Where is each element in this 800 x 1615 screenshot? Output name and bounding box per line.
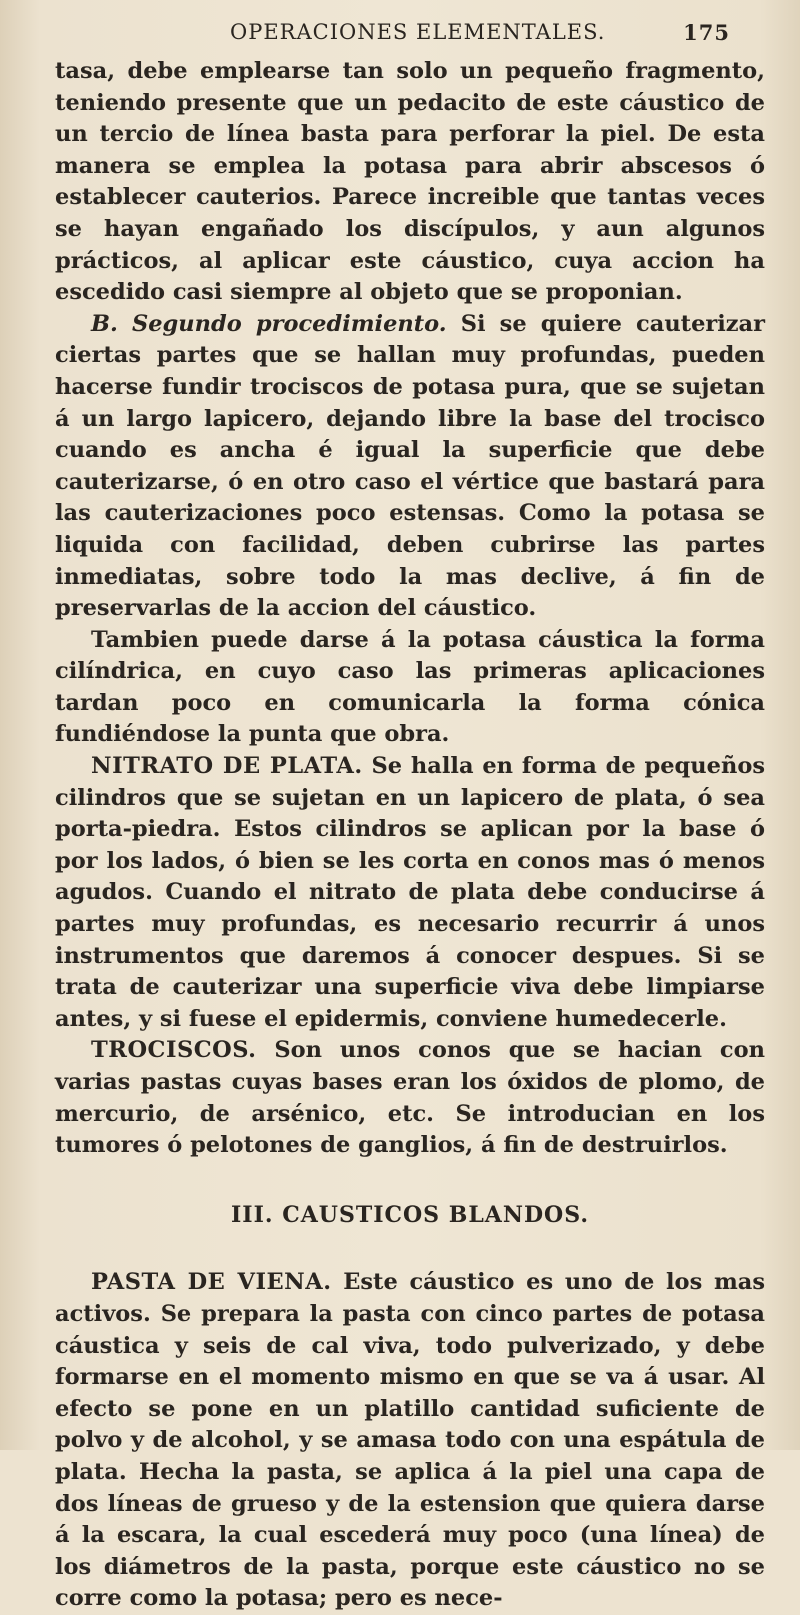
paragraph bbox=[55, 309, 765, 625]
page-header bbox=[230, 20, 730, 48]
paragraph-text: Son unos conos que se hacian con varias pastas cuyas bases eran los óxidos de plomo, de mercurio, de arsénico, etc. Se introducian en los tumores ó pelotones de ganglios, á fin de destruirlos. bbox=[55, 1037, 765, 1159]
body-text bbox=[55, 56, 765, 1615]
paragraph: Tambien puede darse á la potasa cáustica la forma cilíndrica, en cuyo caso las primeras aplicaciones tardan poco en comunicarla la forma cónica fundiéndose la punta que obra. bbox=[55, 626, 765, 748]
paragraph bbox=[55, 1267, 765, 1615]
paragraph-lead: B. Segundo procedimiento. bbox=[91, 310, 447, 337]
paragraph-lead: TROCISCOS. bbox=[91, 1037, 257, 1064]
paragraph-lead: PASTA DE VIENA. bbox=[91, 1269, 332, 1296]
paragraph: tasa, debe emplearse tan solo un pequeño fragmento, teniendo presente que un pedacito de este cáustico de un tercio de línea basta para perforar la piel. De esta manera se emplea la potasa para abrir abscesos ó establecer cauterios. Parece increible que tantas veces se hayan engañado los discípulos, y aun algunos prácticos, al aplicar este cáustico, cuya accion ha escedido casi siempre al objeto que se proponian. bbox=[55, 58, 765, 306]
paragraph-text: Este cáustico es uno de los mas activos. Se prepara la pasta con cinco partes de potasa cáustica y seis de cal viva, todo pulverizado, y debe formarse en el momento mismo en que se va á usar. Al efecto se pone en un platillo cantidad suficiente de polvo y de alcohol, y se amasa todo con una espátula de plata. Hecha la pasta, se aplica á la piel una capa de dos líneas de grueso y de la estension que quiera darse á la escara, la cual escederá muy poco (una línea) de los diámetros de la pasta, porque este cáustico no se corre como la potasa; pero es nece- bbox=[55, 1269, 765, 1612]
paragraph-lead: NITRATO DE PLATA. bbox=[91, 753, 363, 780]
paragraph bbox=[55, 751, 765, 1035]
section-heading: III. CAUSTICOS BLANDOS. bbox=[231, 1201, 589, 1228]
paragraph-text: Se halla en forma de pequeños cilindros que se sujetan en un lapicero de plata, ó sea porta-piedra. Estos cilindros se aplican por la base ó por los lados, ó bien se les corta en conos mas ó menos agudos. Cuando el nitrato de plata debe conducirse á partes muy profundas, es necesario recurrir á unos instrumentos que daremos á conocer despues. Si se trata de cauterizar una superficie viva debe limpiarse antes, y si fuese el epidermis, conviene humedecerle. bbox=[55, 753, 766, 1032]
paragraph bbox=[55, 1035, 765, 1161]
page-number: 175 bbox=[683, 20, 730, 45]
paragraph-text: Si se quiere cauterizar ciertas partes que se hallan muy profundas, pueden hacerse fundir trociscos de potasa pura, que se sujetan á un largo lapicero, dejando libre la base del trocisco cuando es ancha é igual la superficie que debe cauterizarse, ó en otro caso el vértice que bastará para las cauterizaciones poco estensas. Como la potasa se liquida con facilidad, deben cubrirse las partes inmediatas, sobre todo la mas declive, á fin de preservarlas de la accion del cáustico. bbox=[55, 310, 765, 622]
running-title: OPERACIONES ELEMENTALES. bbox=[230, 20, 606, 44]
